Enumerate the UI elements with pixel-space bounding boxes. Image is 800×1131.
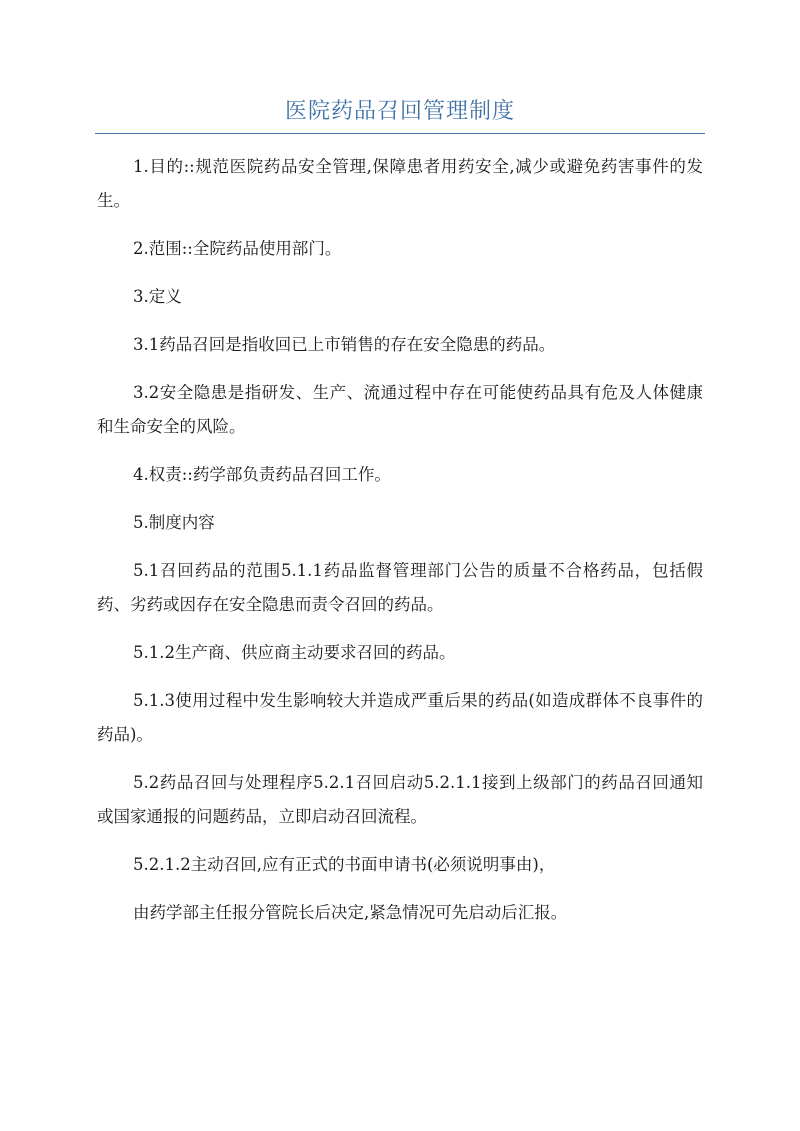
paragraph-5-1-3: 5.1.3使用过程中发生影响较大并造成严重后果的药品(如造成群体不良事件的药品)。	[97, 691, 703, 744]
paragraph-purpose: 1.目的::规范医院药品安全管理,保障患者用药安全,减少或避免药害事件的发生。	[97, 157, 703, 210]
title-divider	[95, 133, 705, 134]
paragraph-5-2-1-2: 5.2.1.2主动召回,应有正式的书面申请书(必须说明事由)，	[133, 855, 556, 874]
paragraph-responsibility: 4.权责::药学部负责药品召回工作。	[133, 465, 391, 484]
paragraph-scope: 2.范围::全院药品使用部门。	[133, 239, 342, 258]
document-title: 医院药品召回管理制度	[284, 99, 515, 124]
document-body	[97, 150, 703, 944]
paragraph-definition-3-2: 3.2安全隐患是指研发、生产、流通过程中存在可能使药品具有危及人体健康和生命安全的风险。	[97, 383, 703, 436]
paragraph-definition-3-1: 3.1药品召回是指收回已上市销售的存在安全隐患的药品。	[133, 335, 556, 354]
paragraph-5-1: 5.1召回药品的范围5.1.1药品监督管理部门公告的质量不合格药品，包括假药、劣药或因存在安全隐患而责令召回的药品。	[97, 561, 703, 614]
paragraph-definition-heading: 3.定义	[133, 287, 182, 306]
paragraph-5-2: 5.2药品召回与处理程序5.2.1召回启动5.2.1.1接到上级部门的药品召回通知或国家通报的问题药品，立即启动召回流程。	[97, 773, 703, 826]
paragraph-content-heading: 5.制度内容	[133, 513, 215, 532]
paragraph-5-2-1-2-cont: 由药学部主任报分管院长后决定,紧急情况可先启动后汇报。	[133, 903, 568, 922]
paragraph-5-1-2: 5.1.2生产商、供应商主动要求召回的药品。	[133, 643, 456, 662]
